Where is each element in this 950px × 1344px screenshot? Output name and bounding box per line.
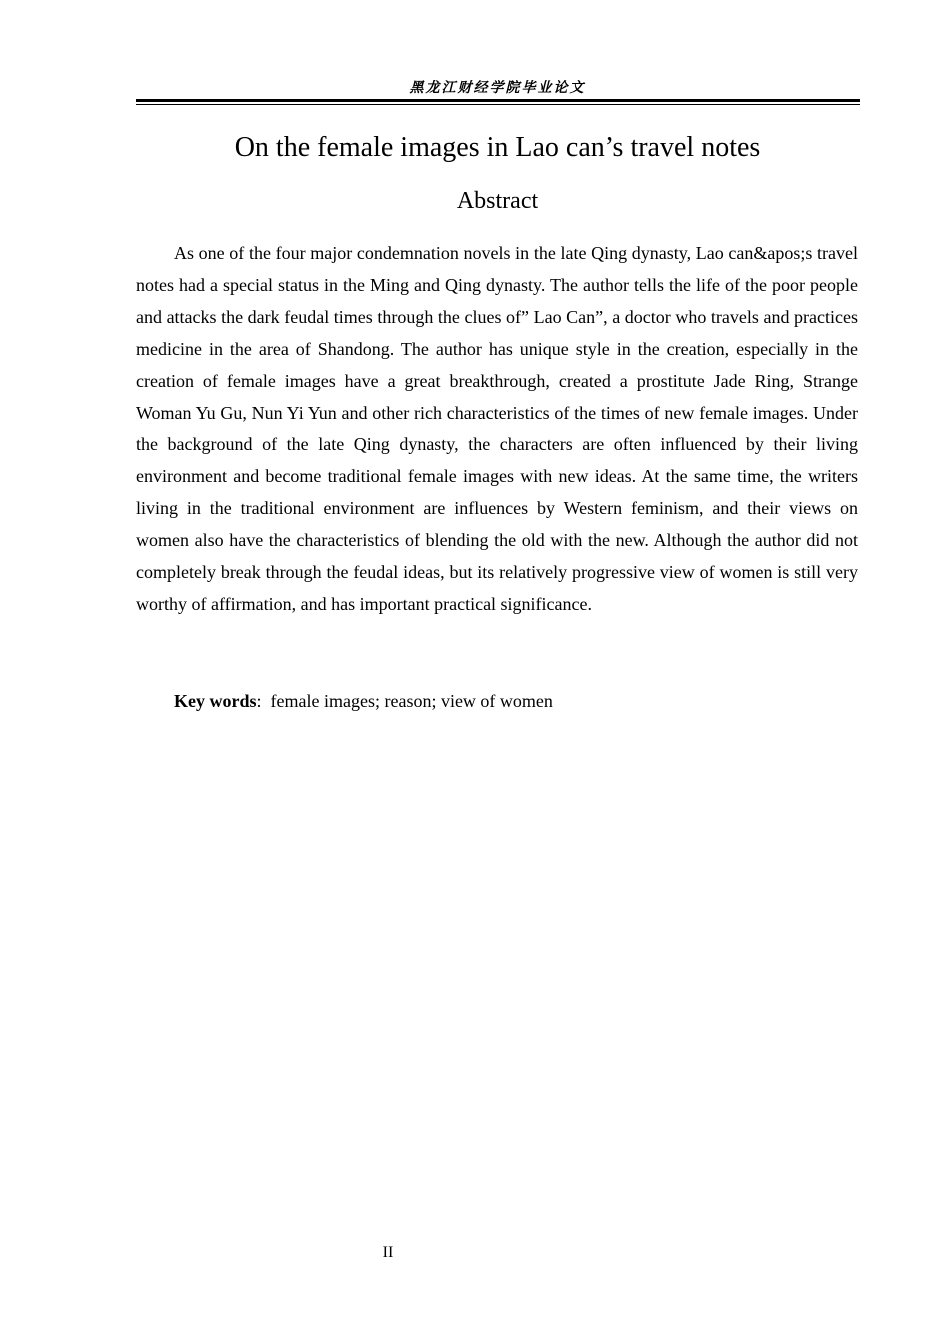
header-double-rule (136, 99, 860, 105)
header-rule-thick (136, 99, 860, 102)
abstract-paragraph: As one of the four major condemnation novels in the late Qing dynasty, Lao can&apos;s travel notes had a special status in the Ming and Qing dynasty. The author tells the life of the poor people and attacks the dark feudal times through the clues of” Lao Can”, a doctor who travels and practices medicine in the area of Shandong. The author has unique style in the creation, especially in the creation of female images have a great breakthrough, created a prostitute Jade Ring, Strange Woman Yu Gu, Nun Yi Yun and other rich characteristics of the times of new female images. Under the background of the late Qing dynasty, the characters are often influenced by their living environment and become traditional female images with new ideas. At the same time, the writers living in the traditional environment are influences by Western feminism, and their views on women also have the characteristics of blending the old with the new. Although the author did not completely break through the feudal ideas, but its relatively progressive view of women is still very worthy of affirmation, and has important practical significance. (136, 243, 858, 614)
document-title: On the female images in Lao can’s travel notes (234, 132, 761, 163)
abstract-heading: Abstract (456, 188, 539, 214)
keywords-value: female images; reason; view of women (270, 691, 553, 711)
page-number: II (382, 1244, 394, 1261)
keywords-line (174, 686, 859, 716)
keywords-separator: : (256, 691, 271, 711)
header-rule-thin (136, 104, 860, 105)
running-header: 黑龙江财经学院毕业论文 (409, 80, 586, 96)
keywords-label: Key words (174, 691, 257, 711)
